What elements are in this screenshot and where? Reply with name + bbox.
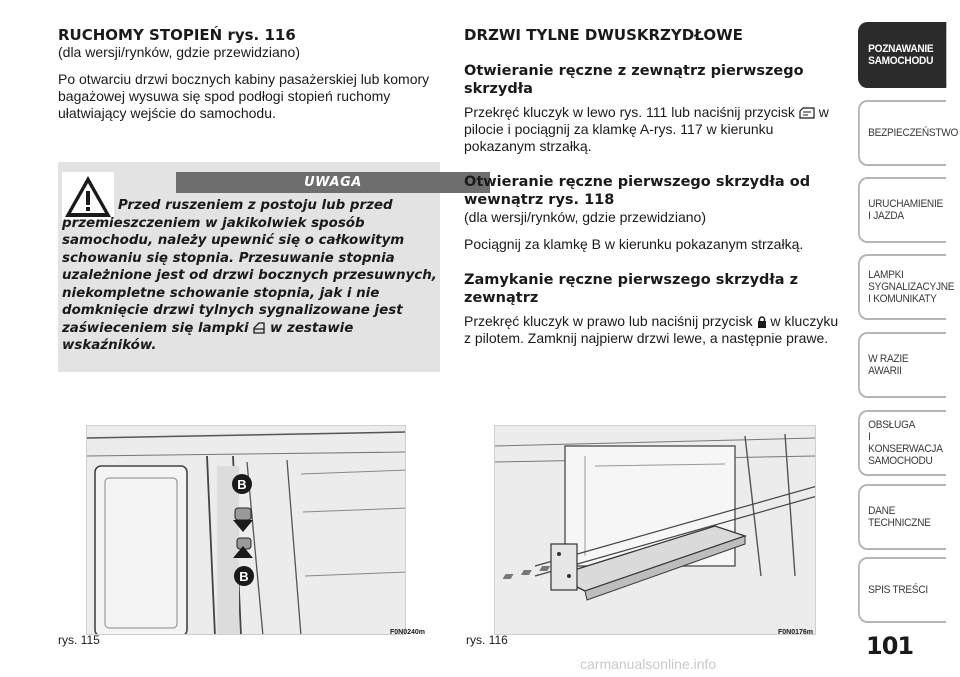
subsection-title-close-outside: Zamykanie ręczne pierwszego skrzydła z zewnątrz	[464, 272, 799, 306]
tab-line: POZNAWANIE	[868, 43, 934, 55]
text-part: Przekręć kluczyk w lewo rys. 111 lub naciśnij przycisk	[464, 104, 795, 120]
subsection-text-close-outside	[464, 313, 848, 347]
text-part: Przekręć kluczyk w prawo lub naciśnij przycisk	[464, 313, 753, 329]
tab-line: W RAZIE AWARII	[868, 353, 909, 377]
figure-code-116: F0N0176m	[778, 629, 814, 636]
warning-text	[62, 197, 438, 355]
warning-text-end: w zestawie wskaźników.	[62, 320, 354, 353]
step-description: Po otwarciu drzwi bocznych kabiny pasażerskiej lub komory bagażowej wysuwa się spod podłogi stopień ruchomy ułatwiający wejście do samochodu.	[58, 71, 430, 121]
door-handle-illustration	[87, 426, 406, 635]
tab-line: DANE TECHNICZNE	[868, 505, 931, 529]
warning-box	[58, 162, 440, 372]
tab-uruchamienie-i-jazda[interactable]	[858, 177, 946, 243]
section-heading-doors: DRZWI TYLNE DWUSKRZYDŁOWE	[464, 26, 743, 44]
door-open-icon	[253, 322, 265, 334]
moving-step-illustration	[495, 426, 816, 635]
chapter-sidebar	[858, 22, 959, 622]
figure-code-115: F0N0240m	[390, 629, 426, 636]
tab-line: I KONSERWACJA	[868, 431, 943, 455]
tab-bezpieczenstwo[interactable]	[858, 100, 959, 166]
page-number: 101	[866, 632, 914, 660]
figure-caption-116: rys. 116	[466, 633, 508, 647]
subsection-text-open-outside	[464, 104, 848, 155]
tab-line: I JAZDA	[868, 210, 904, 222]
tab-line: LAMPKI	[868, 269, 904, 281]
subsection-note-open-inside: (dla wersji/rynków, gdzie przewidziano)	[464, 209, 706, 225]
version-note: (dla wersji/rynków, gdzie przewidziano)	[58, 44, 300, 60]
left-column	[58, 26, 440, 122]
figure-label-b-top: B	[237, 477, 247, 492]
subsection-title-open-outside: Otwieranie ręczne z zewnątrz pierwszego skrzydła	[464, 63, 804, 97]
tab-dane-techniczne[interactable]	[858, 484, 946, 550]
figure-label-b-bottom: B	[239, 569, 249, 584]
tab-line: BEZPIECZEŃSTWO	[868, 127, 959, 139]
text-part: w kluczyku z pilotem. Zamknij najpierw drzwi lewe, a następnie prawe.	[464, 313, 839, 346]
figure-door-handle	[86, 425, 406, 635]
text-part: w pilocie i pociągnij za klamkę A-rys. 117 w kierunku pokazanym strzałką.	[464, 104, 829, 154]
tab-line: URUCHAMIENIE	[868, 198, 943, 210]
right-column	[464, 26, 848, 347]
tab-poznawanie-samochodu[interactable]	[858, 22, 946, 88]
figure-moving-step	[494, 425, 816, 635]
figure-caption-115: rys. 115	[58, 633, 100, 647]
watermark: carmanualsonline.info	[580, 656, 717, 672]
tab-obsluga-i-konserwacja[interactable]	[858, 410, 946, 476]
tab-line: SPIS TREŚCI	[868, 584, 928, 596]
tab-spis-tresci[interactable]	[858, 557, 946, 623]
tab-lampki-sygnalizacyjne[interactable]	[858, 254, 955, 320]
section-heading-step: RUCHOMY STOPIEŃ rys. 116	[58, 26, 296, 44]
warning-text-main: Przed ruszeniem z postoju lub przed przemieszczeniem w jakikolwiek sposób samochodu, należy upewnić się o całkowitym schowaniu się stopnia. Przesuwanie stopnia uzależnione jest od drzwi bocznych przesuwnych, niekompletne schowanie stopnia, jak i nie domknięcie drzwi tylnych sygnalizowane jest zaświeceniem się lampki	[62, 198, 437, 336]
rear-door-unlock-icon	[799, 107, 815, 119]
lock-icon	[757, 316, 767, 328]
warning-label: UWAGA	[176, 172, 490, 193]
tab-w-razie-awarii[interactable]	[858, 332, 946, 398]
tab-line: SAMOCHODU	[868, 455, 933, 467]
tab-line: SYGNALIZACYJNE	[868, 281, 955, 293]
subsection-text-open-inside: Pociągnij za klamkę B w kierunku pokazanym strzałką.	[464, 236, 804, 252]
tab-line: SAMOCHODU	[868, 55, 934, 67]
subsection-title-open-inside: Otwieranie ręczne pierwszego skrzydła od wewnątrz rys. 118	[464, 174, 811, 208]
tab-line: I KOMUNIKATY	[868, 293, 937, 305]
tab-line: OBSŁUGA	[868, 419, 916, 431]
